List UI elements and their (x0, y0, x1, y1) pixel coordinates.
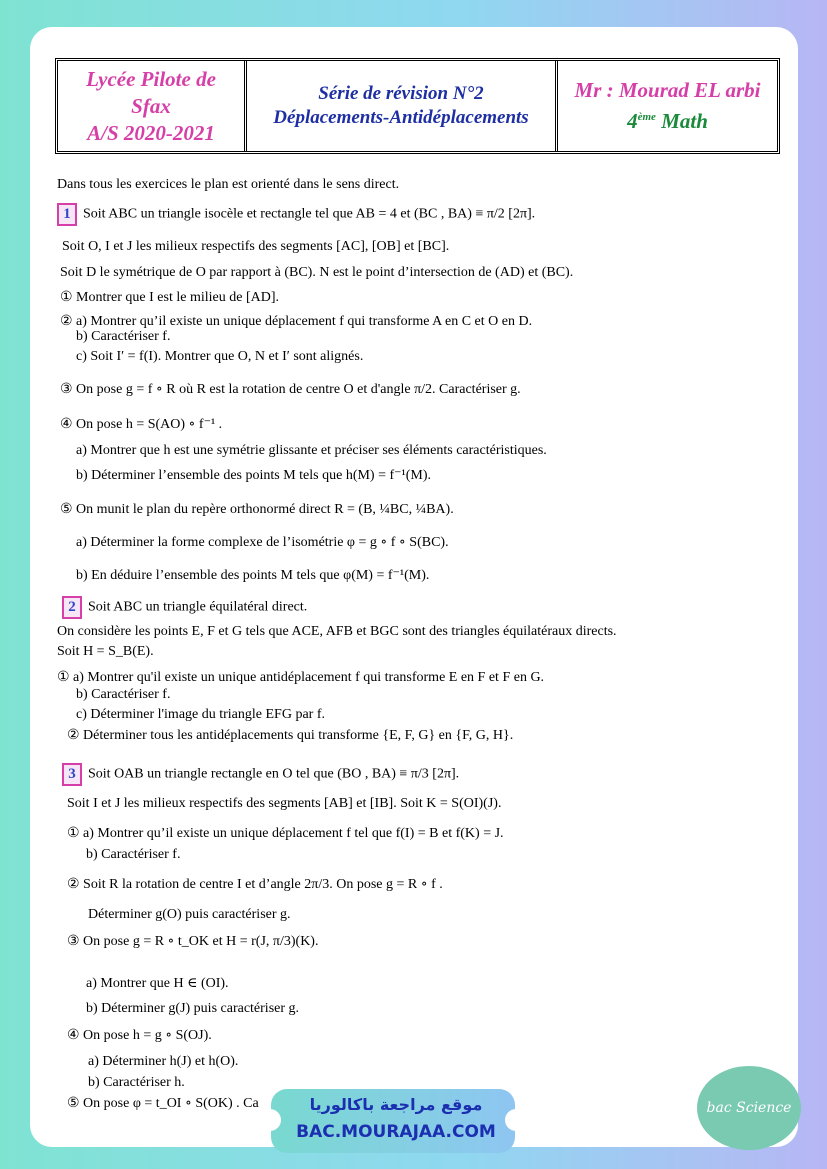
ex1-question-1: ① Montrer que I est le milieu de [AD]. (60, 290, 279, 305)
ex1-question-4b: b) Déterminer l’ensemble des points M tels que h(M) = f⁻¹(M). (76, 468, 432, 483)
school-name-line2: Sfax (131, 93, 171, 118)
series-title: Série de révision N°2 (318, 83, 484, 104)
ex2-line3: Soit H = S_B(E). (57, 644, 154, 659)
school-year: A/S 2020-2021 (87, 120, 215, 145)
series-subject: Déplacements-Antidéplacements (273, 107, 529, 128)
ex1-question-2c: c) Soit I′ = f(I). Montrer que O, N et I′ sont alignés. (76, 349, 364, 364)
exercise-2-number: 2 (62, 596, 82, 619)
bac-science-badge (697, 1066, 801, 1150)
footer-arabic-title: موقع مراجعة باكالوريا (309, 1095, 483, 1114)
ex1-question-4: ④ On pose h = S(AO) ∘ f⁻¹ . (60, 417, 223, 432)
exercise-1-statement (57, 203, 535, 226)
ex3-line1: Soit OAB un triangle rectangle en O tel que (BO , BA) ≡ π/3 [2π]. (88, 766, 460, 782)
teacher-name: Mr : Mourad EL arbi (574, 78, 761, 102)
ex3-question-4: ④ On pose h = g ∘ S(OJ). (67, 1028, 212, 1043)
ex3-question-4b: b) Caractériser h. (88, 1075, 185, 1090)
left-logo-icon (259, 1109, 281, 1131)
ex1-question-2a: ② a) Montrer qu’il existe un unique déplacement f qui transforme A en C et O en D. (60, 314, 533, 329)
ex3-question-3a: a) Montrer que H ∈ (OI). (86, 976, 229, 991)
ex3-question-4a: a) Déterminer h(J) et h(O). (88, 1054, 239, 1069)
exercise-3-statement (62, 763, 459, 786)
exercise-content (30, 27, 798, 1147)
ex1-question-5a: a) Déterminer la forme complexe de l’isométrie φ = g ∘ f ∘ S(BC). (76, 535, 449, 550)
site-footer-banner[interactable] (271, 1089, 515, 1153)
worksheet-page (30, 27, 798, 1147)
ex1-question-2b: b) Caractériser f. (76, 329, 171, 344)
ex1-question-5b: b) En déduire l’ensemble des points M tels que φ(M) = f⁻¹(M). (76, 568, 430, 583)
intro-text: Dans tous les exercices le plan est orienté dans le sens direct. (57, 177, 400, 192)
exercise-3-number: 3 (62, 763, 82, 786)
exercise-1-number: 1 (57, 203, 77, 226)
ex3-question-5: ⑤ On pose φ = t_OI ∘ S(OK) . Ca (67, 1096, 259, 1111)
ex1-question-5: ⑤ On munit le plan du repère orthonormé direct R = (B, ¼BC, ¼BA). (60, 502, 454, 517)
school-name-line1: Lycée Pilote de (86, 66, 216, 91)
ex3-question-3b: b) Déterminer g(J) puis caractériser g. (86, 1001, 300, 1016)
ex2-line1: Soit ABC un triangle équilatéral direct. (88, 599, 308, 615)
ex3-question-1b: b) Caractériser f. (86, 847, 181, 862)
ex2-question-1c: c) Déterminer l'image du triangle EFG par f. (76, 707, 325, 722)
ex1-line2: Soit O, I et J les milieux respectifs des segments [AC], [OB] et [BC]. (62, 239, 450, 254)
ex2-question-1b: b) Caractériser f. (76, 687, 171, 702)
ex3-question-1a: ① a) Montrer qu’il existe un unique déplacement f tel que f(I) = B et f(K) = J. (67, 826, 504, 841)
ex3-question-2: ② Soit R la rotation de centre I et d’angle 2π/3. On pose g = R ∘ f . (67, 877, 443, 892)
ex1-line3: Soit D le symétrique de O par rapport à (BC). N est le point d’intersection de (AD) et (BC). (60, 265, 574, 280)
exercise-2-statement (62, 596, 307, 619)
footer-url-link[interactable]: BAC.MOURAJAA.COM (296, 1122, 496, 1142)
ex1-question-3: ③ On pose g = f ∘ R où R est la rotation de centre O et d'angle π/2. Caractériser g. (60, 382, 521, 397)
ex3-question-3: ③ On pose g = R ∘ t_OK et H = r(J, π/3)(K). (67, 934, 319, 949)
ex2-question-1a: ① a) Montrer qu'il existe un unique antidéplacement f qui transforme E en F et F en G. (57, 670, 545, 685)
ex3-question-2b: Déterminer g(O) puis caractériser g. (88, 907, 291, 922)
ex1-line1: Soit ABC un triangle isocèle et rectangle tel que AB = 4 et (BC , BA) ≡ π/2 [2π]. (83, 206, 536, 222)
ex2-line2: On considère les points E, F et G tels que ACE, AFB et BGC sont des triangles équilatéraux directs. (57, 624, 617, 639)
level-suffix: ème (637, 111, 656, 123)
right-logo-icon (505, 1109, 527, 1131)
ex1-question-4a: a) Montrer que h est une symétrie glissante et préciser ses éléments caractéristiques. (76, 443, 547, 458)
level-name: Math (655, 109, 708, 133)
ex2-question-2: ② Déterminer tous les antidéplacements qui transforme {E, F, G} en {F, G, H}. (67, 728, 514, 743)
ex3-line2: Soit I et J les milieux respectifs des segments [AB] et [IB]. Soit K = S(OI)(J). (67, 796, 502, 811)
level-number: 4 (627, 109, 638, 133)
badge-text: bac Science (706, 1100, 792, 1116)
